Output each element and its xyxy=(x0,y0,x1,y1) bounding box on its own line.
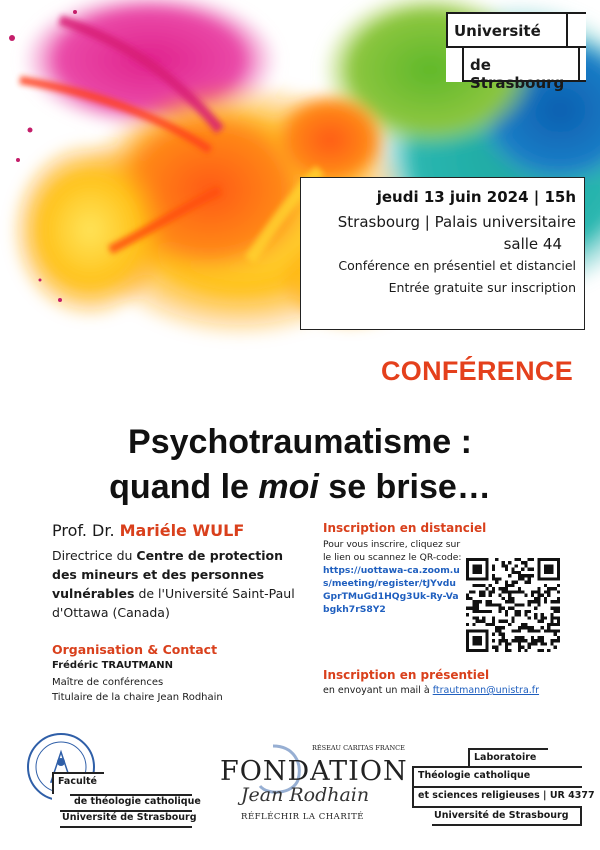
title-italic-word: moi xyxy=(258,468,319,506)
lab-line2: Théologie catholique xyxy=(418,770,531,781)
remote-registration-heading: Inscription en distanciel xyxy=(323,521,487,535)
organisation-heading: Organisation & Contact xyxy=(52,642,218,657)
lab-line1: Laboratoire xyxy=(474,752,537,763)
foundation-logo xyxy=(220,742,408,832)
inperson-registration-text: en envoyant un mail à ftrautmann@unistra.fr xyxy=(323,685,540,696)
faculty-logo xyxy=(22,730,201,830)
laboratory-logo xyxy=(412,748,595,828)
faculty-line1: Faculté xyxy=(58,776,97,787)
inperson-registration-section xyxy=(323,668,539,696)
event-date-time: jeudi 13 juin 2024 | 15h xyxy=(376,188,576,206)
inperson-registration-heading: Inscription en présentiel xyxy=(323,668,490,682)
conference-title-line2: quand le moi se brise… xyxy=(109,468,491,506)
organiser-name: Frédéric TRAUTMANN xyxy=(52,660,173,671)
email-link[interactable]: ftrautmann@unistra.fr xyxy=(432,685,540,696)
organiser-role: Maître de conférences xyxy=(52,677,164,688)
university-name-line1: Université xyxy=(454,22,541,40)
foundation-network: RÉSEAU CARITAS FRANCE xyxy=(312,744,405,752)
speaker-bio: Directrice du Centre de protection des mineurs et des personnes vulnérables de l'Université Saint-Paul d'Ottawa (Canada) xyxy=(52,548,295,620)
remote-registration-section xyxy=(323,521,487,616)
lab-line4: Université de Strasbourg xyxy=(434,810,569,821)
university-name-line2: de Strasbourg xyxy=(470,56,565,92)
faculty-line3: Université de Strasbourg xyxy=(62,812,197,823)
event-place: Strasbourg | Palais universitaire xyxy=(337,213,576,231)
conference-title-line1: Psychotraumatisme : xyxy=(128,423,472,461)
faculty-line2: de théologie catholique xyxy=(74,796,201,807)
speaker-section xyxy=(52,521,312,622)
qr-code[interactable] xyxy=(466,558,560,652)
organiser-chair: Titulaire de la chaire Jean Rodhain xyxy=(52,692,223,703)
organisation-section xyxy=(52,642,223,705)
event-room: salle 44 xyxy=(503,235,562,253)
foundation-script-name: Jean Rodhain xyxy=(240,784,370,806)
event-entry: Entrée gratuite sur inscription xyxy=(388,280,576,295)
event-mode: Conférence en présentiel et distanciel xyxy=(338,258,576,273)
foundation-name: FONDATION xyxy=(220,756,408,787)
event-info-box xyxy=(300,177,585,330)
university-logo xyxy=(446,12,586,92)
conference-label: CONFÉRENCE xyxy=(380,356,573,386)
foundation-motto: RÉFLÉCHIR LA CHARITÉ xyxy=(241,812,364,822)
remote-registration-text: Pour vous inscrire, cliquez sur le lien ou scannez le QR-code: https://uottawa-ca.zoom.us/meeting/register/tJYvduGprTMuGd1HQg3Uk-Ry-Vabgkh7rS8Y2 xyxy=(323,539,462,615)
lab-line3: et sciences religieuses | UR 4377 xyxy=(418,790,595,801)
registration-link[interactable]: https://uottawa-ca.zoom.us/meeting/register/tJYvduGprTMuGd1HQg3Uk-Ry-Vabgkh7rS8Y2 xyxy=(323,565,460,615)
speaker-name: Prof. Dr. Mariéle WULF xyxy=(52,521,245,540)
